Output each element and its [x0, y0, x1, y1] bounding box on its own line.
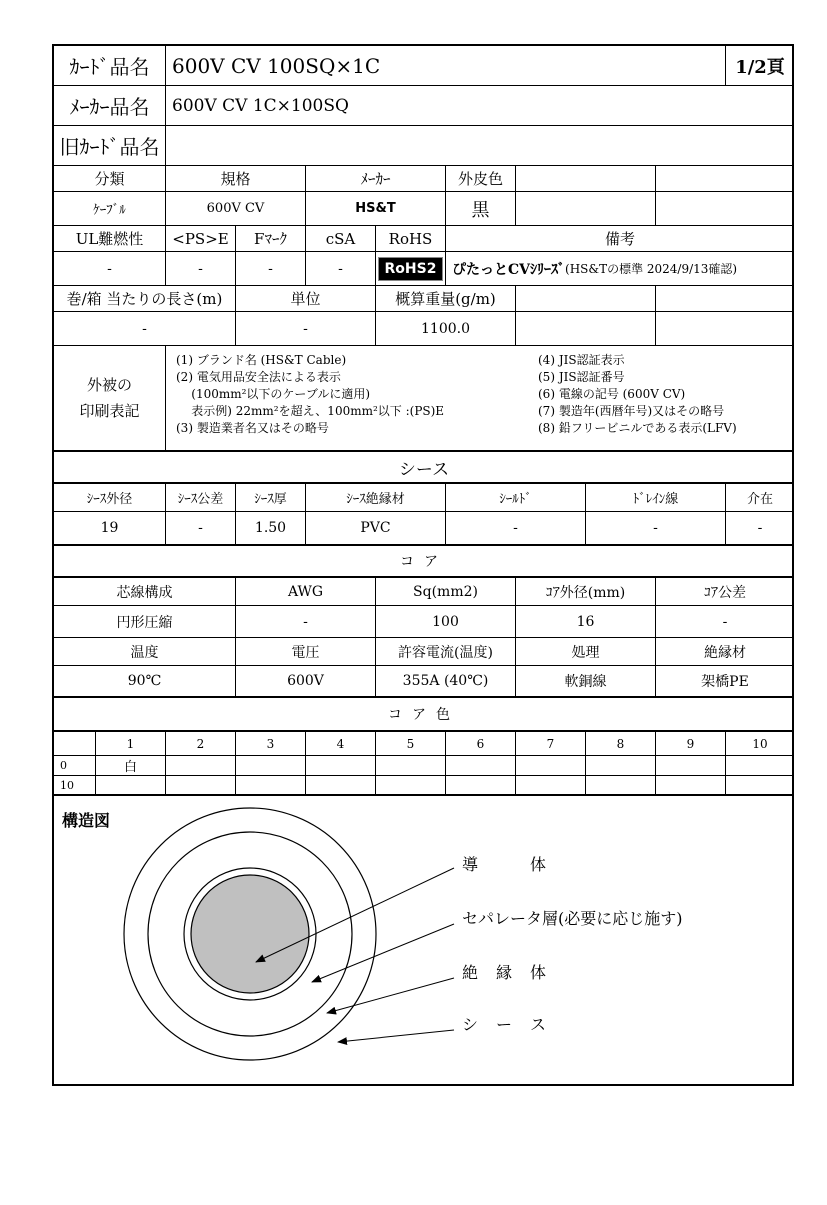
maker-name-value: 600V CV 1C×100SQ	[166, 86, 794, 126]
rohs-badge: RoHS2	[378, 257, 444, 281]
spec1-header-4	[516, 166, 656, 192]
spec3-header-3	[516, 286, 656, 312]
core-color-col-10: 10	[726, 732, 794, 756]
spec1-header-0: 分類	[54, 166, 166, 192]
core-color-cell	[586, 756, 656, 776]
core-color-cell	[376, 776, 446, 796]
core-color-col-6: 6	[446, 732, 516, 756]
sheath-title: シース	[54, 452, 794, 484]
spec2-value-2: -	[236, 252, 306, 286]
spec3-value-0: -	[54, 312, 236, 346]
sheath-value-0: 19	[54, 512, 166, 546]
core-color-cell	[166, 776, 236, 796]
cable-structure-diagram	[54, 798, 794, 1086]
core-value1-4: -	[656, 606, 794, 638]
printing-right-list	[538, 352, 737, 437]
spec3-header-1: 単位	[236, 286, 376, 312]
sheath-value-2: 1.50	[236, 512, 306, 546]
spec1-value-4	[516, 192, 656, 226]
printing-label-line1: 外被の	[86, 376, 132, 394]
page-number: 1/2頁	[726, 46, 794, 86]
conductor-circle	[191, 875, 309, 993]
card-name-value: 600V CV 100SQ×1C	[166, 46, 726, 86]
old-card-name-label: 旧ｶｰﾄﾞ品名	[54, 126, 166, 166]
printing-item: (1) ブランド名 (HS&T Cable)	[176, 353, 347, 367]
core-header1-0: 芯線構成	[54, 578, 236, 606]
spec2-header-2: Fﾏｰｸ	[236, 226, 306, 252]
spec1-header-3: 外皮色	[446, 166, 516, 192]
spec2-value-0: -	[54, 252, 166, 286]
core-color-col-9: 9	[656, 732, 726, 756]
sheath-header-2: ｼｰｽ厚	[236, 484, 306, 512]
core-color-cell	[656, 776, 726, 796]
core-header2-3: 処理	[516, 638, 656, 666]
insulation-label: 絶 縁 体	[462, 963, 548, 982]
core-color-col-4: 4	[306, 732, 376, 756]
printing-item: (3) 製造業者名又はその略号	[176, 421, 329, 435]
spec3-value-2: 1100.0	[376, 312, 516, 346]
core-color-cell	[726, 776, 794, 796]
core-header2-1: 電圧	[236, 638, 376, 666]
core-color-cell	[236, 776, 306, 796]
maker-name-label: ﾒｰｶｰ品名	[54, 86, 166, 126]
spec1-header-1: 規格	[166, 166, 306, 192]
spec2-header-0: UL難燃性	[54, 226, 166, 252]
sheath-header-1: ｼｰｽ公差	[166, 484, 236, 512]
core-header2-2: 許容電流(温度)	[376, 638, 516, 666]
separator-label: セパレータ層(必要に応じ施す)	[462, 909, 683, 928]
spec1-header-2: ﾒｰｶｰ	[306, 166, 446, 192]
printing-item: 表示例) 22mm²を超え、100mm²以下 :(PS)E	[176, 404, 445, 418]
core-color-title: コア色	[54, 698, 794, 732]
core-value1-1: -	[236, 606, 376, 638]
core-color-cell	[376, 756, 446, 776]
sheath-header-0: ｼｰｽ外径	[54, 484, 166, 512]
core-color-col-7: 7	[516, 732, 586, 756]
core-color-col-3: 3	[236, 732, 306, 756]
spec2-value-3: -	[306, 252, 376, 286]
printing-left-list	[176, 352, 444, 437]
spec3-header-0: 巻/箱 当たりの長さ(m)	[54, 286, 236, 312]
core-color-col-1: 1	[96, 732, 166, 756]
printing-item: (4) JIS認証表示	[538, 353, 625, 367]
printing-label	[54, 346, 166, 452]
sheath-value-3: PVC	[306, 512, 446, 546]
core-value1-0: 円形圧縮	[54, 606, 236, 638]
spec1-value-0: ｹｰﾌﾞﾙ	[54, 192, 166, 226]
core-value2-4: 架橋PE	[656, 666, 794, 698]
core-header1-4: ｺｱ公差	[656, 578, 794, 606]
core-color-cell	[236, 756, 306, 776]
core-color-cell	[726, 756, 794, 776]
core-color-col-2: 2	[166, 732, 236, 756]
core-color-cell	[166, 756, 236, 776]
core-header2-0: 温度	[54, 638, 236, 666]
core-value1-2: 100	[376, 606, 516, 638]
conductor-label: 導 体	[462, 855, 548, 874]
sheath-header-3: ｼｰｽ絶縁材	[306, 484, 446, 512]
product-card	[52, 44, 794, 1086]
sheath-arrow	[338, 1030, 454, 1042]
printing-item: (6) 電線の記号 (600V CV)	[538, 387, 686, 401]
spec3-header-2: 概算重量(g/m)	[376, 286, 516, 312]
core-color-cell	[306, 776, 376, 796]
core-header1-2: Sq(mm2)	[376, 578, 516, 606]
core-color-cell	[306, 756, 376, 776]
core-header1-3: ｺｱ外径(mm)	[516, 578, 656, 606]
printing-item: (5) JIS認証番号	[538, 370, 625, 384]
sheath-value-1: -	[166, 512, 236, 546]
rohs-cell	[376, 252, 446, 286]
sheath-label: シ ー ス	[462, 1015, 548, 1034]
sheath-value-6: -	[726, 512, 794, 546]
spec2-header-1: <PS>E	[166, 226, 236, 252]
spec2-header-5: 備考	[446, 226, 794, 252]
remark-cell	[446, 252, 794, 286]
remark-note: (HS&Tの標準 2024/9/13確認)	[565, 262, 738, 276]
core-color-col-5: 5	[376, 732, 446, 756]
spec3-value-1: -	[236, 312, 376, 346]
core-header1-1: AWG	[236, 578, 376, 606]
core-header2-4: 絶縁材	[656, 638, 794, 666]
spec1-value-1: 600V CV	[166, 192, 306, 226]
printing-item: (8) 鉛フリービニルである表示(LFV)	[538, 421, 737, 435]
core-color-cell	[516, 756, 586, 776]
spec2-value-1: -	[166, 252, 236, 286]
sheath-value-5: -	[586, 512, 726, 546]
sheath-value-4: -	[446, 512, 586, 546]
spec1-value-2: HS&T	[306, 192, 446, 226]
core-color-row-label: 0	[54, 756, 96, 776]
spec3-value-4	[656, 312, 794, 346]
spec1-value-3: 黒	[446, 192, 516, 226]
core-color-cell	[446, 756, 516, 776]
spec1-header-5	[656, 166, 794, 192]
printing-item: (2) 電気用品安全法による表示	[176, 370, 341, 384]
core-value2-0: 90℃	[54, 666, 236, 698]
spec3-header-4	[656, 286, 794, 312]
core-color-col-8: 8	[586, 732, 656, 756]
core-color-cell	[446, 776, 516, 796]
core-title: コア	[54, 546, 794, 578]
remark-series: ぴたっとCVｼﾘｰｽﾞ	[452, 261, 566, 278]
sheath-header-5: ﾄﾞﾚｲﾝ線	[586, 484, 726, 512]
spec1-value-5	[656, 192, 794, 226]
printing-item: (100mm²以下のケーブルに適用)	[176, 387, 371, 401]
spec2-header-3: cSA	[306, 226, 376, 252]
sheath-header-4: ｼｰﾙﾄﾞ	[446, 484, 586, 512]
core-color-col-0	[54, 732, 96, 756]
printing-item: (7) 製造年(西暦年号)又はその略号	[538, 404, 725, 418]
core-value1-3: 16	[516, 606, 656, 638]
sheath-header-6: 介在	[726, 484, 794, 512]
core-value2-3: 軟銅線	[516, 666, 656, 698]
structure-title: 構造図	[62, 811, 111, 830]
core-color-cell	[96, 776, 166, 796]
core-value2-1: 600V	[236, 666, 376, 698]
core-color-cell	[656, 756, 726, 776]
core-value2-2: 355A (40℃)	[376, 666, 516, 698]
spec3-value-3	[516, 312, 656, 346]
card-name-label: ｶｰﾄﾞ品名	[54, 46, 166, 86]
printing-label-line2: 印刷表記	[79, 402, 140, 420]
core-color-cell	[586, 776, 656, 796]
core-color-cell	[516, 776, 586, 796]
core-color-row-label: 10	[54, 776, 96, 796]
old-card-name-value	[166, 126, 794, 166]
core-color-cell: 白	[96, 756, 166, 776]
spec2-header-4: RoHS	[376, 226, 446, 252]
